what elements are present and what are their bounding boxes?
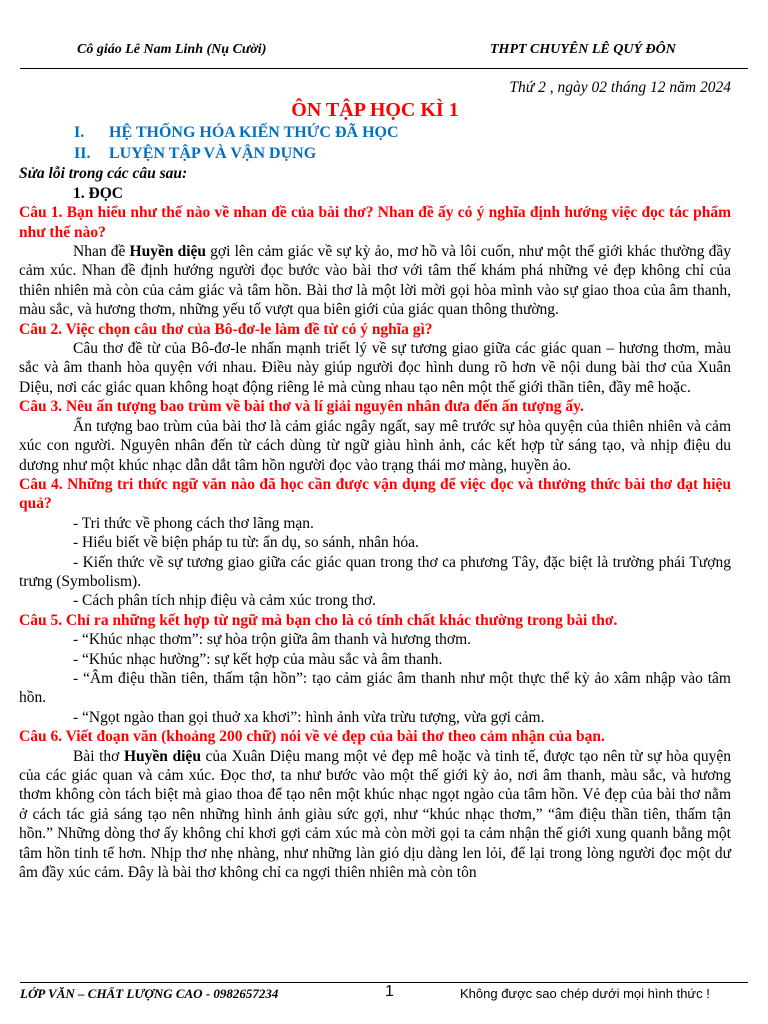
- question-5: Câu 5. Chỉ ra những kết hợp từ ngữ mà bạn cho là có tính chất khác thường trong bài thơ.: [19, 611, 618, 629]
- section-heading-2: II. LUYỆN TẬP VÀ VẬN DỤNG: [74, 145, 317, 163]
- list-item: - “Ngọt ngào than gọi thuở xa khơi”: hình ảnh vừa trừu tượng, vừa gợi cảm.: [73, 708, 545, 726]
- list-item: - “Khúc nhạc hường”: sự kết hợp của màu sắc và âm thanh.: [73, 650, 443, 668]
- answer-3: Ấn tượng bao trùm của bài thơ là cảm giác ngây ngất, say mê trước sự hòa quyện của thiên nhiên và cảm xúc con người. Nguyên nhân đến từ cách dùng từ ngữ giàu hình ảnh, các kết hợp từ sáng tạo, và nhịp điệu du dương như một khúc nhạc dẫn dắt tâm hồn người đọc vào trạng thái mơ màng, huyền ảo.: [19, 417, 731, 474]
- question-1: Câu 1. Bạn hiểu như thế nào về nhan đề của bài thơ? Nhan đề ấy có ý nghĩa định hướng việc đọc tác phẩm như thế nào?: [19, 204, 731, 241]
- answer-1: Nhan đề Huyền diệu gợi lên cảm giác về sự kỳ ảo, mơ hồ và lôi cuốn, như một thế giới khác thường đầy cảm xúc. Nhan đề định hướng người đọc bước vào bài thơ với tâm thế khám phá những vẻ đẹp không chỉ của thiên nhiên mà còn của cảm giác và tâm hồn. Bài thơ là một lời mời gọi hòa mình vào sự giao thoa của âm thanh, màu sắc, và hương thơm, những yếu tố vượt qua biên giới của giác quan thông thường.: [19, 243, 732, 319]
- document-title: ÔN TẬP HỌC KÌ 1: [291, 99, 459, 122]
- list-item: - Tri thức về phong cách thơ lãng mạn.: [73, 514, 314, 532]
- document-body: [19, 78, 731, 882]
- list-item: - Cách phân tích nhịp điệu và cảm xúc trong thơ.: [73, 592, 377, 610]
- question-2: Câu 2. Việc chọn câu thơ của Bô-đơ-le làm đề từ có ý nghĩa gì?: [19, 320, 433, 338]
- answer-6: Bài thơ Huyền diệu của Xuân Diệu mang một vẻ đẹp mê hoặc và tinh tế, được tạo nên từ sự hòa quyện của các giác quan và cảm xúc. Đọc thơ, ta như bước vào một thế giới kỳ ảo, nơi âm thanh, màu sắc, và hương thơm không còn tách biệt mà giao thoa để tạo nên một khúc nhạc ngọt ngào của tâm hồn. Vẻ đẹp của bài thơ nằm ở cách tác giả sáng tạo nên những hình ảnh giàu sức gợi, như “khúc nhạc thơm,” “âm điệu thần tiên, thấm tận hồn.” Những dòng thơ ấy không chỉ khơi gợi cảm xúc mà còn mời gọi ta cảm nhận thế giới xung quanh bằng một tâm hồn tinh tế hơn. Nhịp thơ nhẹ nhàng, như những làn gió dịu dàng len lỏi, để lại trong lòng người đọc một dư âm đầy xúc cảm. Đây là bài thơ không chỉ ca ngợi thiên nhiên mà còn tôn: [19, 747, 731, 882]
- list-item: - “Khúc nhạc thơm”: sự hòa trộn giữa âm thanh và hương thơm.: [73, 631, 472, 649]
- page-header: [0, 42, 768, 64]
- list-item: - Hiểu biết về biện pháp tu từ: ẩn dụ, so sánh, nhân hóa.: [73, 534, 419, 552]
- footer-divider: [20, 982, 748, 983]
- footer-copyright: Không được sao chép dưới mọi hình thức !: [460, 986, 710, 1001]
- question-4: Câu 4. Những tri thức ngữ văn nào đã học cần được vận dụng để việc đọc và thưởng thức bài thơ đạt hiệu quả?: [19, 475, 731, 513]
- header-author: Cô giáo Lê Nam Linh (Nụ Cười): [77, 42, 267, 57]
- answer-2: Câu thơ đề từ của Bô-đơ-le nhấn mạnh triết lý về sự tương giao giữa các giác quan – hương thơm, màu sắc và âm thanh hòa quyện với nhau. Điều này giúp người đọc hình dung rõ hơn về nội dung bài thơ của Xuân Diệu, nơi các giác quan không hoạt động riêng lẻ mà cùng nhau tạo nên một thế giới thần tiên, đầy mê hoặc.: [19, 340, 731, 396]
- question-6: Câu 6. Viết đoạn văn (khoảng 200 chữ) nói về vẻ đẹp của bài thơ theo cảm nhận của bạn.: [19, 728, 605, 746]
- header-divider: [20, 68, 748, 69]
- question-3: Câu 3. Nêu ấn tượng bao trùm về bài thơ và lí giải nguyên nhân đưa đến ấn tượng ấy.: [19, 398, 584, 416]
- footer-class-info: LỚP VĂN – CHẤT LƯỢNG CAO - 0982657234: [20, 986, 279, 1001]
- list-item: - Kiến thức về sự tương giao giữa các giác quan trong thơ ca phương Tây, đặc biệt là trường phái Tượng trưng (Symbolism).: [19, 553, 731, 590]
- subheading-read: 1. ĐỌC: [73, 184, 123, 202]
- intro-instruction: Sửa lỗi trong các câu sau:: [19, 165, 188, 183]
- page-number: 1: [385, 983, 394, 1000]
- section-heading-1: I. HỆ THỐNG HÓA KIẾN THỨC ĐÃ HỌC: [74, 124, 399, 142]
- header-school: THPT CHUYÊN LÊ QUÝ ĐÔN: [490, 42, 676, 57]
- document-date: Thứ 2 , ngày 02 tháng 12 năm 2024: [509, 79, 731, 96]
- list-item: - “Âm điệu thần tiên, thấm tận hồn”: tạo cảm giác âm thanh như một thực thể kỳ ảo xâm nhập vào tâm hồn.: [19, 669, 731, 707]
